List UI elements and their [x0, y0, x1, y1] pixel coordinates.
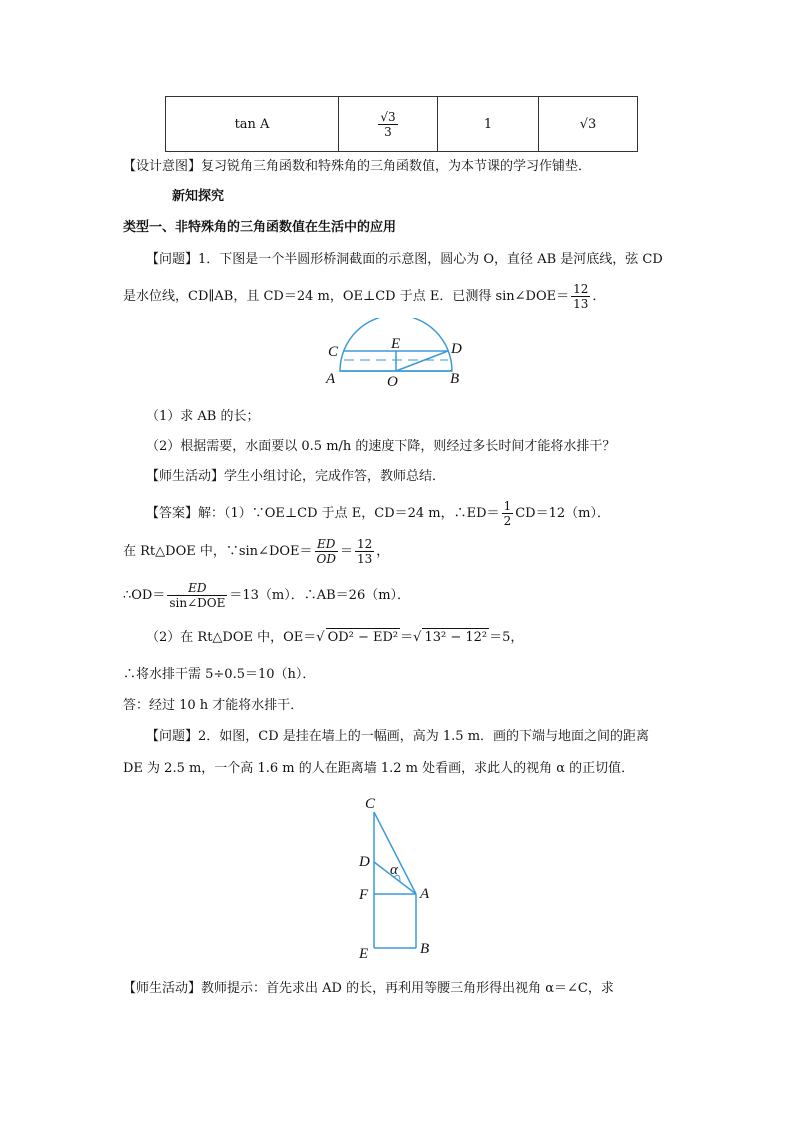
answer-text: 在 Rt△DOE 中，∵sin∠DOE＝: [123, 544, 313, 559]
design-intent: 【设计意图】复习锐角三角函数和特殊角的三角函数值，为本节课的学习作铺垫．: [123, 159, 592, 174]
fraction: [167, 581, 227, 610]
line-OD: [396, 351, 448, 371]
q1-sub2: （2）根据需要，水面要以 0.5 m/h 的速度下降，则经过多长时间才能将水排干？: [146, 439, 616, 454]
sqrt-expression: OD² − ED²: [327, 630, 399, 645]
fraction-numerator: ED: [315, 537, 338, 552]
table-row: [166, 97, 638, 152]
fraction-numerator: 12: [573, 282, 589, 296]
q1-line1: 【问题】1．下图是一个半圆形桥洞截面的示意图，圆心为 O，直径 AB 是河底线，弦 CD: [146, 252, 663, 267]
answer-text: ＝13（m）．∴AB＝26（m）．: [229, 588, 411, 603]
q1-line2-text: 是水位线，CD∥AB，且 CD＝24 m，OE⊥CD 于点 E．已测得 sin∠DOE＝: [123, 289, 570, 304]
table-value: √3: [579, 116, 597, 132]
equals: ＝: [339, 544, 353, 559]
q2-line1: 【问题】2．如图，CD 是挂在墙上的一幅画，高为 1.5 m．画的下端与地面之间的距离: [146, 729, 650, 744]
fraction-numerator: √3: [380, 109, 396, 124]
fraction-denominator: 2: [503, 514, 512, 528]
fraction: [502, 499, 514, 528]
equals: ＝: [400, 630, 414, 645]
label-D: D: [359, 854, 370, 870]
answer-text: ，: [376, 544, 390, 559]
answer-line1: [146, 496, 610, 532]
fraction: [315, 537, 338, 566]
label-F: F: [359, 887, 369, 903]
fraction: [355, 537, 374, 566]
label-E: E: [391, 336, 401, 352]
trig-table: [165, 96, 638, 152]
fraction-denominator: 13: [357, 552, 373, 566]
q1-line2: [123, 279, 605, 315]
answer-text: CD＝12（m）．: [515, 506, 610, 521]
fraction-denominator: 13: [573, 297, 589, 311]
fraction-numerator: 12: [357, 537, 373, 551]
fraction: [378, 110, 397, 139]
fraction-numerator: 1: [503, 499, 512, 513]
label-alpha: α: [390, 862, 398, 878]
answer-text: （2）在 Rt△DOE 中，OE＝: [146, 630, 317, 645]
fraction-denominator: 3: [384, 124, 392, 139]
table-cell: [438, 97, 539, 152]
label-C: C: [328, 344, 339, 360]
table-value: 1: [483, 116, 493, 132]
painting-figure: [350, 792, 440, 962]
type-title: 类型一、非特殊角的三角函数值在生活中的应用: [123, 220, 397, 235]
label-O: O: [387, 374, 398, 390]
q2-line2: DE 为 2.5 m，一个高 1.6 m 的人在距离墙 1.2 m 处看画，求此人的视角 α 的正切值．: [123, 761, 635, 776]
table-label-cell: [166, 97, 339, 152]
fraction-numerator: ED: [167, 581, 227, 596]
label-E: E: [359, 946, 369, 962]
answer-text: 【答案】解：（1）∵OE⊥CD 于点 E，CD＝24 m，∴ED＝: [146, 506, 500, 521]
answer-line2: [123, 534, 389, 570]
tan-label: tan A: [234, 116, 270, 132]
fraction-denominator: OD: [316, 552, 336, 566]
fraction-denominator: sin∠DOE: [169, 596, 226, 610]
section-title: 新知探究: [172, 189, 225, 204]
label-D: D: [451, 341, 462, 357]
fraction: [571, 282, 590, 311]
table-cell: [539, 97, 638, 152]
q1-activity: 【师生活动】学生小组讨论，完成作答，教师总结．: [146, 469, 446, 484]
q1-line2-end: ．: [592, 289, 606, 304]
label-B: B: [420, 941, 430, 957]
line-CA: [374, 812, 416, 894]
answer-line4: （2）在 Rt△DOE 中，OE＝√ OD² − ED² ＝√ 13² − 12² ＝5，: [146, 630, 524, 645]
answer-line5: ∴将水排干需 5÷0.5＝10（h）．: [123, 667, 316, 682]
q1-sub1: （1）求 AB 的长；: [146, 409, 260, 424]
answer-line6: 答：经过 10 h 才能将水排干．: [123, 698, 304, 713]
label-A: A: [420, 886, 430, 902]
answer-text: ∴OD＝: [123, 588, 166, 603]
table-cell: [339, 97, 438, 152]
answer-line3: [123, 578, 410, 614]
bridge-figure: [320, 318, 470, 390]
label-C: C: [365, 796, 376, 812]
label-B: B: [450, 371, 460, 387]
label-A: A: [326, 371, 336, 387]
q2-activity: 【师生活动】教师提示：首先求出 AD 的长，再利用等腰三角形得出视角 α＝∠C，求: [123, 981, 614, 996]
sqrt-expression: 13² − 12²: [424, 630, 488, 645]
answer-text: ＝5，: [489, 630, 524, 645]
